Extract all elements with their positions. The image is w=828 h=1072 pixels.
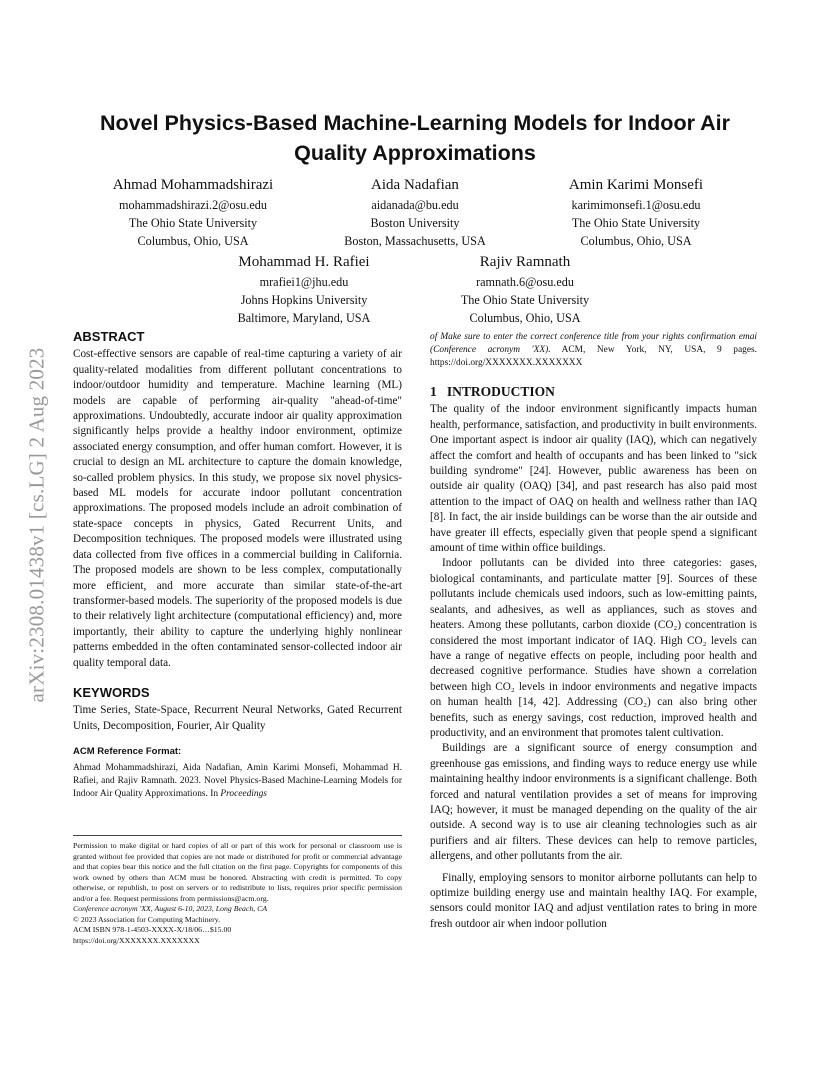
arxiv-identifier: arXiv:2308.01438v1 [cs.LG] 2 Aug 2023 [24, 347, 49, 703]
introduction-heading: 1 INTRODUCTION [430, 384, 555, 399]
author-email: ramnath.6@osu.edu [476, 275, 574, 289]
right-column [430, 331, 757, 932]
author-5 [415, 251, 635, 327]
abstract-text: Cost-effective sensors are capable of real-time capturing a variety of air quality-related modalities from different pollutant concentrations to indoor/outdoor humidity and temperature. Machine learning (ML) models are capable of performing air-quality "ahead-of-time" approximations. Undoubtedly, accurate indoor air quality approximation significantly helps provide a healthy indoor environment, optimize associated energy consumption, and offer human comfort. However, it is crucial to design an ML architecture to capture the domain knowledge, so-called problem physics. In this study, we propose six novel physics-based ML models for accurate indoor pollutant concentration approximations. The proposed models include an adroit combination of state-space concepts in physics, Gated Recurrent Units, and Decomposition techniques. The proposed models were illustrated using data collected from five offices in a commercial building in California. The proposed models are shown to be less complex, computationally more efficient, and more accurate than similar state-of-the-art transformer-based models. The superiority of the proposed models is due to their relatively light architecture (computational efficiency) and, more importantly, their ability to capture the underlying highly nonlinear patterns embedded in the often contaminated sensor-collected indoor air quality temporal data. [73, 348, 402, 669]
author-3 [526, 174, 746, 250]
author-affiliation: The Ohio State University [128, 216, 258, 230]
acm-reference-continued: of Make sure to enter the correct conference title from your rights confirmation emai (Conference acronym 'XX). ACM, New York, NY, USA, 9 pages. https://doi.org/XXXXXXX.XXXXXXX [430, 332, 758, 368]
conference-info: Conference acronym 'XX, August 6-10, 2023, Long Beach, CA [73, 904, 268, 913]
author-name: Mohammad H. Rafiei [238, 254, 370, 270]
author-name: Amin Karimi Monsefi [568, 177, 704, 193]
keywords-heading: KEYWORDS [73, 684, 150, 700]
intro-paragraph-1: The quality of the indoor environment significantly impacts human health, performance, satisfaction, and productivity in built environments. One important aspect is indoor air quality (IAQ), which can negatively affect the comfort and health of occupants and has been linked to "sick building syndrome" [24]. However, public awareness has been on outside air quality (OAQ) [34], and past research has also paid most attention to the impact of OAQ on health and wellness rather than IAQ [8]. In fact, the air inside buildings can be worse than the air outside and have greater ill effects, especially given that people spend a significant amount of time within office buildings. [430, 403, 757, 555]
intro-paragraph-3: Buildings are a significant source of energy consumption and greenhouse gas emissions, and finding ways to reduce energy use while maintaining healthy indoor environments is a significant challenge. Both forced and natural ventilation provides a set of means for improving IAQ; however, it must be managed depending on the quality of the air outside. A second way is to use air cleaning technologies such as air purifiers and air filters. These devices can help to remove particles, allergens, and other pollutants from the air. [430, 742, 757, 863]
keywords-text: Time Series, State-Space, Recurrent Neural Networks, Gated Recurrent Units, Decomposition, Fourier, Air Quality [73, 704, 402, 732]
author-affiliation: Boston University [370, 216, 460, 230]
author-4 [194, 251, 414, 327]
paper-title: Novel Physics-Based Machine-Learning Models for Indoor Air Quality Approximations [100, 111, 730, 165]
copyright-footnote [73, 835, 402, 946]
isbn-line: ACM ISBN 978-1-4503-XXXX-X/18/06…$15.00 [73, 925, 232, 934]
abstract-heading: ABSTRACT [73, 329, 145, 344]
intro-paragraph-4: Finally, employing sensors to monitor airborne pollutants can help to optimize building energy use and maintain healthy IAQ. For example, sensors could monitor IAQ and adjust ventilation rates to bring in more fresh outdoor air when indoor pollution [430, 871, 757, 930]
author-1 [83, 174, 303, 250]
author-email: karimimonsefi.1@osu.edu [571, 198, 701, 212]
author-name: Aida Nadafian [371, 177, 459, 193]
author-location: Columbus, Ohio, USA [580, 234, 692, 248]
copyright-line: © 2023 Association for Computing Machinery. [73, 914, 221, 924]
author-location: Boston, Massachusetts, USA [344, 234, 486, 248]
acm-reference-text: Ahmad Mohammadshirazi, Aida Nadafian, Amin Karimi Monsefi, Mohammad H. Rafiei, and Rajiv Ramnath. 2023. Novel Physics-Based Machine-Learning Models for Indoor Air Quality Approximations. In Proceedings [73, 762, 402, 799]
author-name: Ahmad Mohammadshirazi [112, 177, 274, 193]
author-affiliation: The Ohio State University [571, 216, 701, 230]
author-location: Baltimore, Maryland, USA [237, 311, 371, 325]
intro-paragraph-2: Indoor pollutants can be divided into three categories: gases, biological contaminants, and particulate matter [9]. Sources of these pollutants include chemicals used indoors, such as low-emitting paints, sealants, and adhesives, as well as appliances, such as stoves and heaters. Among these pollutants, carbon dioxide (CO₂) concentration is considered the most important indicator of IAQ. High CO₂ levels can have a range of negative effects on people, including poor health and decreased cognitive performance. Studies have shown a correlation between high CO₂ levels in indoor environments and negative impacts on human health [14, 42]. Addressing (CO₂) can also bring other benefits, such as energy savings, cost reduction, improved health and productivity, and an environment that promotes talent cultivation. [430, 557, 757, 739]
author-email: mrafiei1@jhu.edu [259, 275, 349, 289]
author-email: aidanada@bu.edu [371, 198, 459, 212]
author-email: mohammadshirazi.2@osu.edu [119, 198, 267, 212]
author-location: Columbus, Ohio, USA [137, 234, 249, 248]
acm-reference-heading: ACM Reference Format: [73, 746, 182, 758]
author-affiliation: Johns Hopkins University [240, 293, 368, 307]
author-name: Rajiv Ramnath [479, 254, 571, 270]
author-location: Columbus, Ohio, USA [469, 311, 581, 325]
author-2 [305, 174, 525, 250]
doi-line: https://doi.org/XXXXXXX.XXXXXXX [73, 935, 200, 945]
permission-notice: Permission to make digital or hard copies of all or part of this work for personal or classroom use is granted without fee provided that copies are not made or distributed for profit or commercial advantage and that copies bear this notice and the full citation on the first page. Copyrights for components of this work owned by others than ACM must be honored. Abstracting with credit is permitted. To copy otherwise, or republish, to post on servers or to redistribute to lists, requires prior specific permission and/or a fee. Request permissions from permissions@acm.org. [73, 841, 402, 903]
left-column [73, 329, 402, 801]
author-affiliation: The Ohio State University [460, 293, 590, 307]
